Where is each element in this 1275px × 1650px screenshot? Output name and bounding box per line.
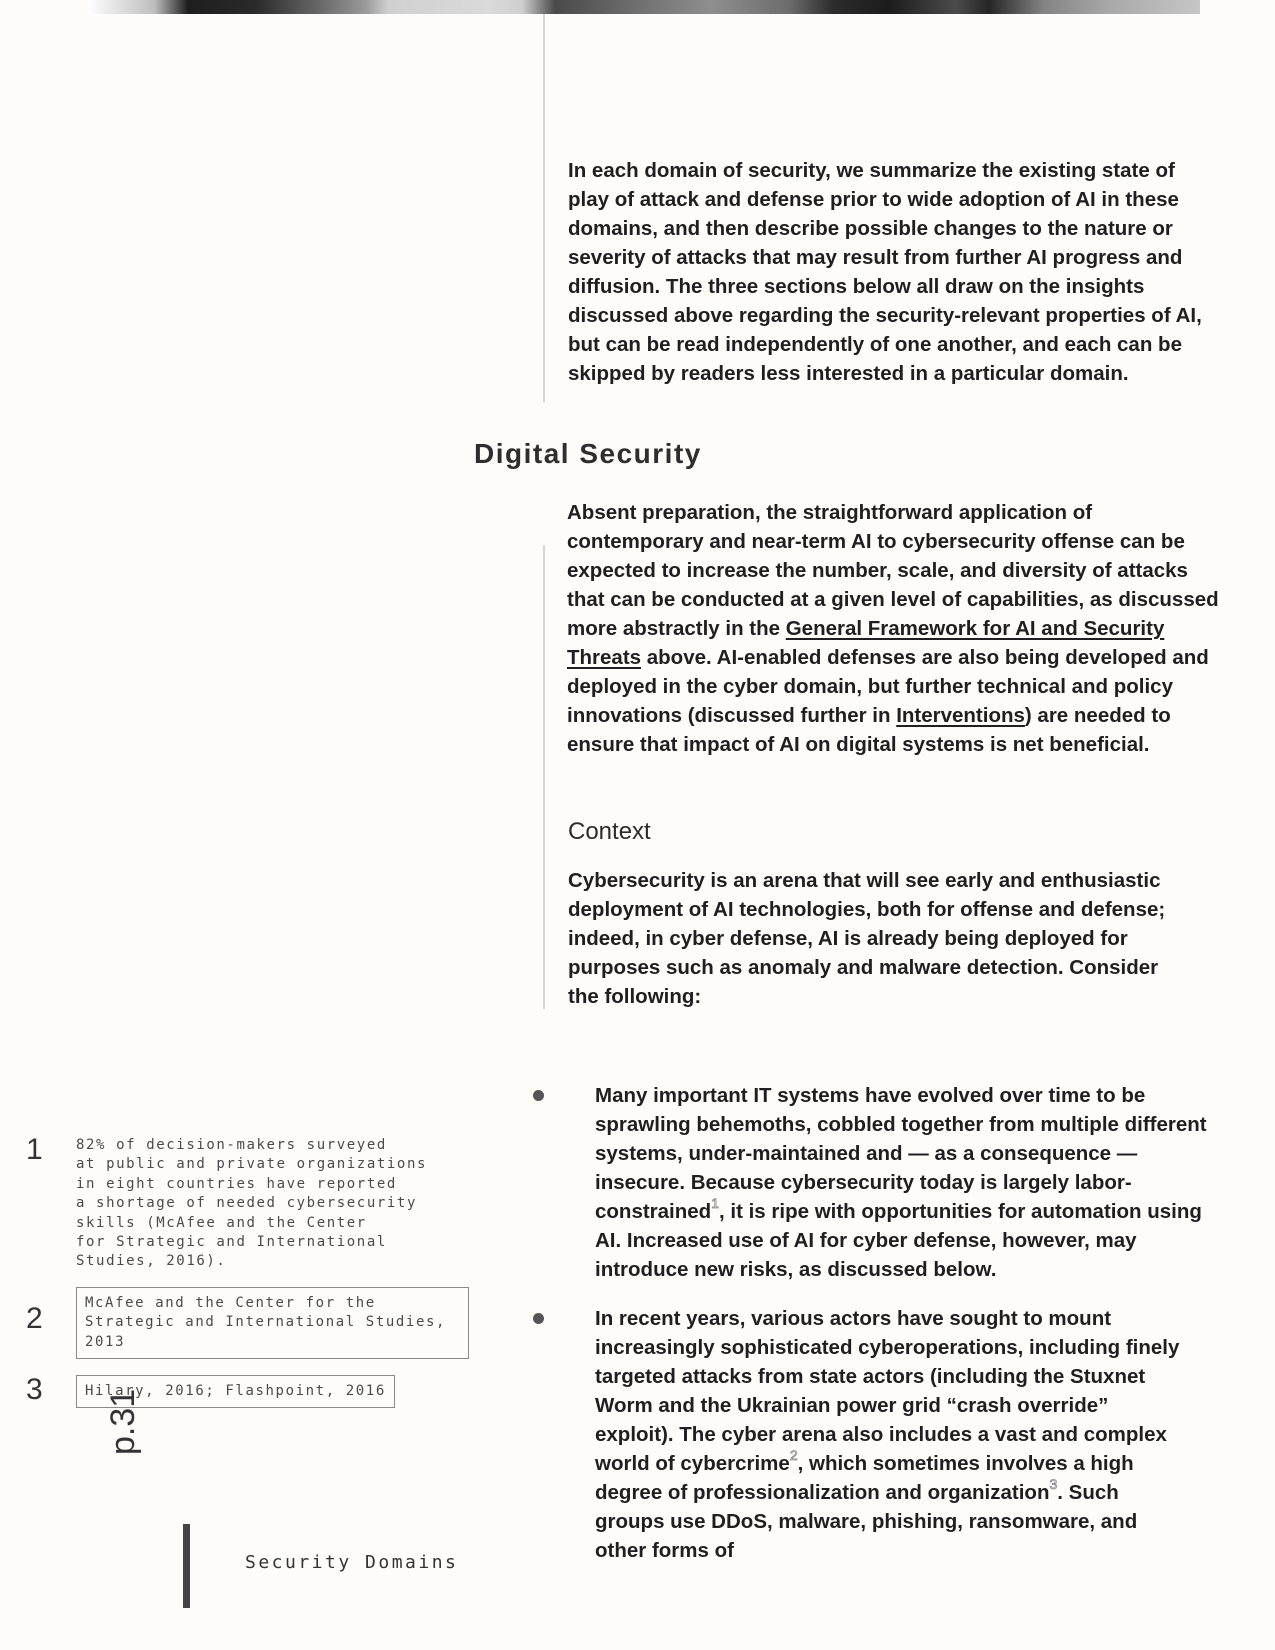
divider-line-section	[543, 545, 545, 1009]
intro-paragraph: In each domain of security, we summarize the existing state of play of attack and defense prior to wide adoption of AI in these domains, and then describe possible changes to the nature or severity of attacks that may result from further AI progress and diffusion. The three sections below all draw on the insights discussed above regarding the security-relevant properties of AI, but can be read independently of one another, and each can be skipped by readers less interested in a particular domain.	[568, 159, 1202, 385]
bullet-dot-1	[533, 1090, 544, 1101]
bullet-1-text-a: Many important IT systems have evolved over time to be sprawling behemoths, cobbled together from multiple different systems, under-maintained and — as a consequence — insecure. Because cybersecurity today is largely labor-constrained	[595, 1084, 1207, 1223]
running-head: Security Domains	[245, 1552, 459, 1573]
bullet-2-text-b: , which sometimes involves a high degree of professionalization and organization	[595, 1452, 1134, 1504]
bullet-item-2	[595, 1304, 1185, 1565]
footnote-text-3: Hilary, 2016; Flashpoint, 2016	[76, 1375, 395, 1408]
footnote-number-3: 3	[26, 1373, 43, 1406]
section-title: Digital Security	[474, 438, 702, 469]
footnote-ref-1[interactable]: 1	[711, 1195, 719, 1211]
page-marker-bar	[183, 1524, 190, 1608]
footnote-ref-2[interactable]: 2	[789, 1447, 798, 1463]
footnote-number-1: 1	[26, 1133, 43, 1166]
context-subheading: Context	[568, 818, 651, 845]
bullet-item-1	[595, 1081, 1225, 1284]
digital-security-paragraph	[567, 498, 1219, 759]
p1-text-middle: above. AI-enabled defenses are also being developed and deployed in the cyber domain, but further technical and policy innovations (discussed further in	[567, 646, 1209, 727]
page-number: p.31	[104, 1388, 142, 1455]
p1-text-after: ) are needed to ensure that impact of AI on digital systems is net beneficial.	[567, 704, 1171, 756]
footnote-number-2: 2	[26, 1302, 43, 1335]
context-paragraph: Cybersecurity is an arena that will see early and enthusiastic deployment of AI technologies, both for offense and defense; indeed, in cyber defense, AI is already being deployed for purposes such as anomaly and malware detection. Consider the following:	[568, 869, 1166, 1008]
footnote-text-1: 82% of decision-makers surveyed at public and private organizations in eight countries have reported a shortage of needed cybersecurity skills (McAfee and the Center for Strategic and International Studies, 2016).	[76, 1137, 428, 1270]
bullet-2-text-c: . Such groups use DDoS, malware, phishing, ransomware, and other forms of	[595, 1481, 1138, 1562]
top-gradient-bar	[88, 0, 1200, 14]
footnote-ref-3[interactable]: 3	[1049, 1476, 1058, 1492]
bullet-2-text-a: In recent years, various actors have sought to mount increasingly sophisticated cyberoperations, including finely targeted attacks from state actors (including the Stuxnet Worm and the Ukrainian power grid “crash override” exploit). The cyber arena also includes a vast and complex world of cybercrime	[595, 1307, 1180, 1475]
link-interventions[interactable]: Interventions	[896, 704, 1025, 727]
link-general-framework[interactable]: General Framework for AI and Security Threats	[567, 617, 1165, 669]
divider-line-top	[543, 14, 545, 402]
p1-text-before: Absent preparation, the straightforward application of contemporary and near-term AI to cybersecurity offense can be expected to increase the number, scale, and diversity of attacks that can be conducted at a given level of capabilities, as discussed more abstractly in the	[567, 501, 1219, 640]
bullet-dot-2	[533, 1313, 544, 1324]
bullet-1-text-b: , it is ripe with opportunities for automation using AI. Increased use of AI for cyber defense, however, may introduce new risks, as discussed below.	[595, 1200, 1202, 1281]
footnote-text-2: McAfee and the Center for the Strategic and International Studies, 2013	[76, 1287, 469, 1359]
